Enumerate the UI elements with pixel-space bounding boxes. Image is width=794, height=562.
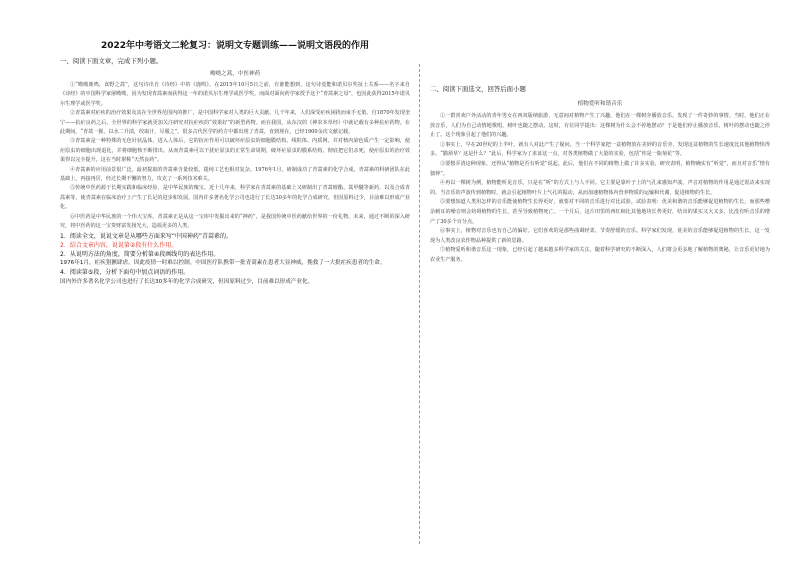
passage-title-2: 植物爱听和谐音乐 bbox=[577, 101, 623, 107]
r-paragraph-3: ③要想弄清这种现象，还得从“植物是否有听觉”说起。此后，他们在不同的植物上做了许多实验，研究表明，植物确实有“听觉”，而且对音乐“情有独钟”。 bbox=[430, 160, 770, 177]
paragraph-4: ④青蒿素的应用前景很广泛。最初提取的青蒿素含量较低，提纯工艺也相对复杂。1976年1月，研制成功了青蒿素的化学合成，青蒿素的科研团队在此基础上，再接再厉，经过长期不懈的努力，攻克了一系列技术难关。 bbox=[60, 166, 410, 183]
body-line-1: 1976年1月，疟疾猖獗肆虐，因此疫情一时难以控制。中国医疗队携带一批青蒿素在患者大显神威，挽救了一大批疟疾患者的生命。 bbox=[60, 260, 386, 267]
r-paragraph-5: ⑤要想知道人类用怎样的音乐能使植物生长得更好，就要对不同的音乐进行对比试验。试验表明：优美和谐的音乐能够促进植物的生长，而那些嘈杂刺耳的噪音则会妨碍植物的生长，甚至导致植物死亡。一个月后，这片田里的西红柿比其他地块长势更好，结出的果实又大又多，比没有听音乐的增产了30多个百分点。 bbox=[430, 199, 770, 225]
paragraph-5: ⑤传统中医药源于长期实践和临床经验，是中华民族的瑰宝。近十几年来，科学家在青蒿素的基础上又研制出了青蒿琥酯、蒿甲醚等新药，以及合成青蒿素等，使青蒿素在临床治疗上产生了长足的进步和发展。国内许多著名化学公司也进行了长达30多年的化学合成研究，但因原料过少，目前难以形成产业化。 bbox=[60, 185, 410, 211]
section-heading-2: 二、阅读下面选文，回答后面小题 bbox=[430, 85, 526, 93]
paragraph-1: ①“呦呦鹿鸣，食野之蒿”，这句诗出自《诗经》中的《鹿鸣》。在2015年10月5日之前，有谁能想到，这句诗竟能和诺贝尔奖扯上关系——名字来自《诗经》的中国科学家屠呦呦，因为发现青蒿素而获得这一年的诺贝尔生理学或医学奖。而面对面向药学家授予这个“青蒿素之母”，也因此获得2015年诺贝尔生理学或医学奖。 bbox=[60, 82, 410, 107]
body-line-2: 国内外许多著名化学公司也进行了长达30多年的化学合成研究，但因原料过少，目前难以形成产业化。 bbox=[60, 278, 314, 285]
paragraph-3: ③青蒿素是一种特殊的无色针状晶体，进入人体后，它的抗疟作用可以破坏疟原虫的细胞膜结构、线粒体、内质网、并对核内染色质产生一定影响，使疟原虫的细胞出现退化，并将细胞核不断排出。从而青蒿素可以干扰疟原虫的正常生命周期，破坏疟原虫的膜系结构，彻底把它们杀死，使疟原虫的治疗效果得以完全提升，这在当时堪称“天然良药”。 bbox=[60, 138, 410, 164]
r-paragraph-1: ①一群喜欢户外活动的青年男女在西双版纳旅游，无意间对植物产生了兴趣，他们在一棵树旁播放音乐，发现了一件奇妙的事情。当时，他们正在放音乐，人们为自己动情地歌唱，树叶也随之摆动。这时，有位同学提出：这棵树为什么会不停地摆动？于是他们停止播放音乐，树叶的摆动也随之停止了。这个现象引起了他们的兴趣。 bbox=[430, 113, 770, 139]
r-paragraph-2: ②事实上，早在20世纪的上半叶，就有人对此产生了疑问。当一个科学家把一盆植物放在美妙的音乐旁，发现这盆植物的生长速度比其他植物快得多。“猫须草？这是什么？”此后，科学家为了求证这一点，对各类植物做了大量的实验，包括“你是一瓶菊花”等。 bbox=[430, 141, 770, 158]
paragraph-2: ②青蒿素对疟疾的治疗效果及其在全世界范围内的推广，是中国科学家对人类的巨大贡献。几千年来，人们深受疟疾困扰而束手无策。自1870年发现奎宁——抗疟良药之后，全世界的科学家就更加关注研究对抗疟疾的“效果好”的新型药物。而在我国，从东汉的《神农本草经》中就记载有多种抗疟药物。在此期间，“青蒿一握，以水二升渍，绞取汁，尽服之”。很多古代医学的药方中都出现了青蒿，直到现在，已经1900余次文献记载。 bbox=[60, 110, 410, 136]
question-1: 1．阅读全文，说说文章是从哪些方面来写“中国神药”青蒿素的。 bbox=[60, 232, 233, 240]
section-heading-1: 一、阅读下面文章，完成下列小题。 bbox=[60, 57, 163, 65]
paragraph-6: ⑥中医药是中华民族的一个伟大宝库。青蒿素正是从这一宝库中发掘出来的“神药”，是我国传统中医药献给世界的一份礼物。未来，通过不断的深入研究，将中医药的这一宝贵财富发扬光大，造福更多的人类。 bbox=[60, 213, 410, 230]
document-title: 2022年中考语文二轮复习：说明文专题训练——说明文语段的作用 bbox=[100, 41, 370, 51]
r-paragraph-4: ④再以一棵树为例，植物能听见音乐，只是在“听”的方式上与人不同。它主要是靠叶子上的气孔来感知声波。声音对植物的作用是通过震动来实现的。当音乐的声波传到植物时，就会引起植物叶片上气孔的振动，从而加速植物体内营养物质的运输和代谢，促进植物的生长。 bbox=[430, 180, 770, 196]
passage-title-1: 呦呦之蒿，中医神药 bbox=[209, 71, 261, 77]
r-paragraph-7: ⑦植物爱听和谐音乐这一现象，已经引起了越来越多科学家的关注。随着科学研究的不断深入，人们将会更多地了解植物的奥秘，让音乐更好地为农业生产服务。 bbox=[430, 247, 770, 263]
left-column bbox=[60, 38, 410, 558]
column-divider bbox=[419, 64, 420, 544]
question-4: 4．阅读第⑤段，分析下面句中加点词语的作用。 bbox=[60, 269, 190, 277]
question-2: 2．从说明方法的角度，简要分析第④段画线句的表达作用。 bbox=[60, 250, 220, 258]
r-paragraph-6: ⑥事实上，植物对音乐也有自己的偏好。它们喜欢的是那些曲调轻柔、节奏舒缓的音乐。科学家们发现，优美的音乐能够促进植物的生长，这一发现为人类改良农作物品种提供了新的思路。 bbox=[430, 228, 770, 244]
right-column bbox=[430, 84, 770, 554]
answer-highlight: 2．结合文章内容，说说第②段有什么作用。 bbox=[60, 241, 178, 249]
